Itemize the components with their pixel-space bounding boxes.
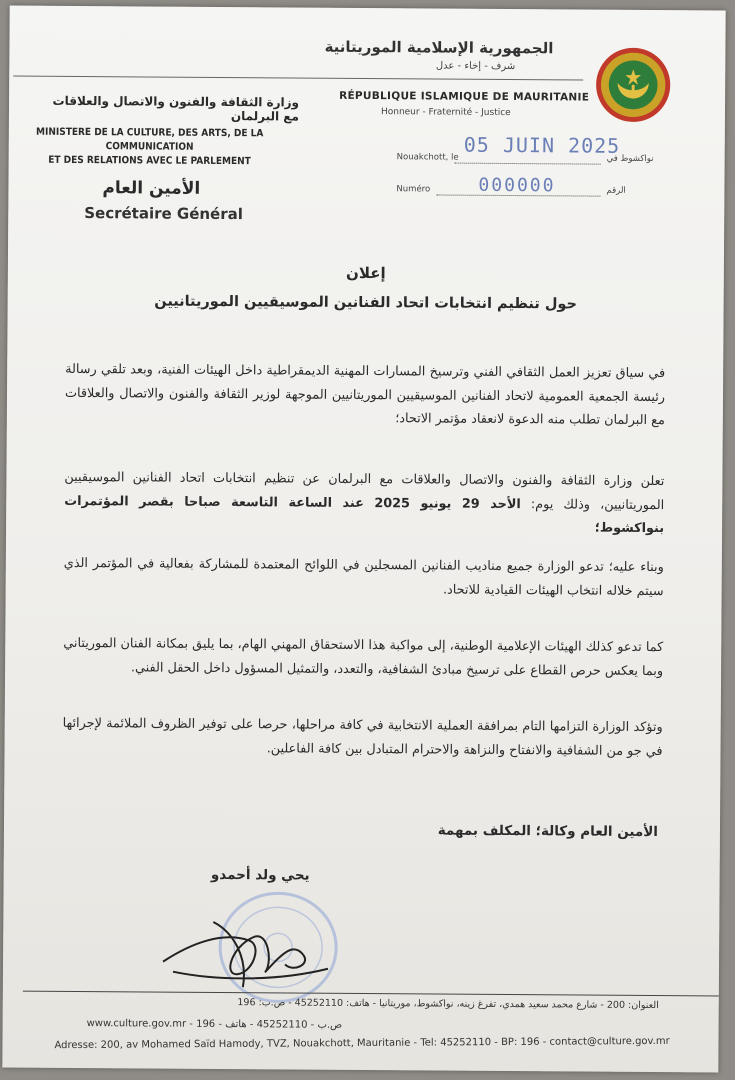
signatory-name: يحي ولد أحمدو (210, 866, 310, 884)
republic-french: RÉPUBLIQUE ISLAMIQUE DE MAURITANIE (339, 89, 590, 104)
footer-website: www.culture.gov.mr - 196 - ص.ب - 45252110 - هاتف (86, 1018, 343, 1031)
republic-arabic: الجمهورية الإسلامية الموريتانية (324, 37, 554, 58)
secretary-general-french: Secrétaire Général (84, 204, 243, 224)
footer-address-french: Adresse: 200, av Mohamed Saïd Hamody, TVZ, Nouakchott, Mauritanie - Tel: 45252110 - BP: 196 - contact@culture.gov.mr (54, 1035, 670, 1052)
motto-arabic: شرف - إخاء - عدل (435, 60, 516, 73)
header-divider (13, 76, 583, 81)
date-stamp: 05 JUIN 2025 (463, 132, 621, 158)
footer-address-arabic: العنوان: 200 - شارع محمد سعيد همدي، تفرغ زينه، نواكشوط، موريتانيا - هاتف: 45252110 - ص.ب: 196 (237, 997, 659, 1012)
date-label-french: Nouakchott, le (396, 152, 459, 163)
date-field-line (455, 163, 601, 165)
number-stamp: 000000 (478, 174, 556, 197)
paragraph-delegates: وبناء عليه؛ تدعو الوزارة جميع مناديب الفنانين المسجلين في اللوائح المعتمدة للمشاركة بفعالية في المؤتمر الذي سيتم خلاله انتخاب الهيئات القيادية للاتحاد. (63, 555, 664, 599)
ministry-french-line2: ET DES RELATIONS AVEC LE PARLEMENT (48, 154, 251, 168)
secretary-general-arabic: الأمين العام (102, 178, 201, 199)
paragraph-media: كما تدعو كذلك الهيئات الإعلامية الوطنية، إلى مواكبة هذا الاستحقاق المهني الهام، بما يليق بمكانة الفنان الموريتاني وبما يعكس حرص القطاع على ترسيخ مبادئ الشفافية، والتعدد، والتمثيل المسؤول داخل الحقل الفني. (63, 635, 664, 679)
document-page (2, 6, 725, 1073)
announcement-subject: حول تنظيم انتخابات اتحاد الفنانين الموسيقيين الموريتانيين (154, 293, 578, 313)
paragraph-announcement (64, 466, 664, 541)
ministry-french-line1: MINISTERE DE LA CULTURE, DES ARTS, DE LA COMMUNICATION (36, 126, 264, 153)
paragraph-commitment: وتؤكد الوزارة التزامها التام بمرافقة العملية الانتخابية في كافة مراحلها، حرصا على توفير الظروف الملائمة لإجرائها في جو من الشفافية والانفتاح والنزاهة والاحترام المتبادل بين كافة الفاعلين. (62, 715, 663, 759)
ministry-arabic: وزارة الثقافة والفنون والاتصال والعلاقات مع البرلمان (52, 93, 300, 124)
signatory-title: الأمين العام وكالة؛ المكلف بمهمة (437, 822, 659, 841)
ministry-french (23, 126, 277, 170)
handwritten-signature (153, 902, 334, 993)
number-label-arabic: الرقم (606, 185, 626, 196)
announcement-text: تعلن وزارة الثقافة والفنون والاتصال والعلاقات مع البرلمان عن تنظيم انتخابات اتحاد الفنانين الموسيقيين الموريتانيين، وذلك يوم: (64, 469, 665, 513)
date-label-arabic: نواكشوط في (606, 153, 654, 165)
motto-french: Honneur - Fraternité - Justice (380, 107, 511, 119)
number-label-french: Numéro (396, 184, 431, 195)
paragraph-context: في سياق تعزيز العمل الثقافي الفني وترسيخ المسارات المهنية الديمقراطية داخل الهيئات الفنية، وبعد تلقي رسالة رئيسة الجمعية العمومية لاتحاد الفنانين الموسيقيين الموريتانيين الموجهة لوزير الثقافة والفنون والاتصال والعلاقات مع البرلمان تطلب منه الدعوة لانعقاد مؤتمر الاتحاد؛ (64, 361, 666, 429)
footer-divider (23, 991, 723, 997)
national-emblem-logo (594, 46, 673, 125)
announcement-heading: إعلان (345, 263, 386, 283)
election-date-venue: الأحد 29 يونيو 2025 عند الساعة التاسعة صباحا بقصر المؤتمرات بنواكشوط؛ (64, 493, 665, 537)
